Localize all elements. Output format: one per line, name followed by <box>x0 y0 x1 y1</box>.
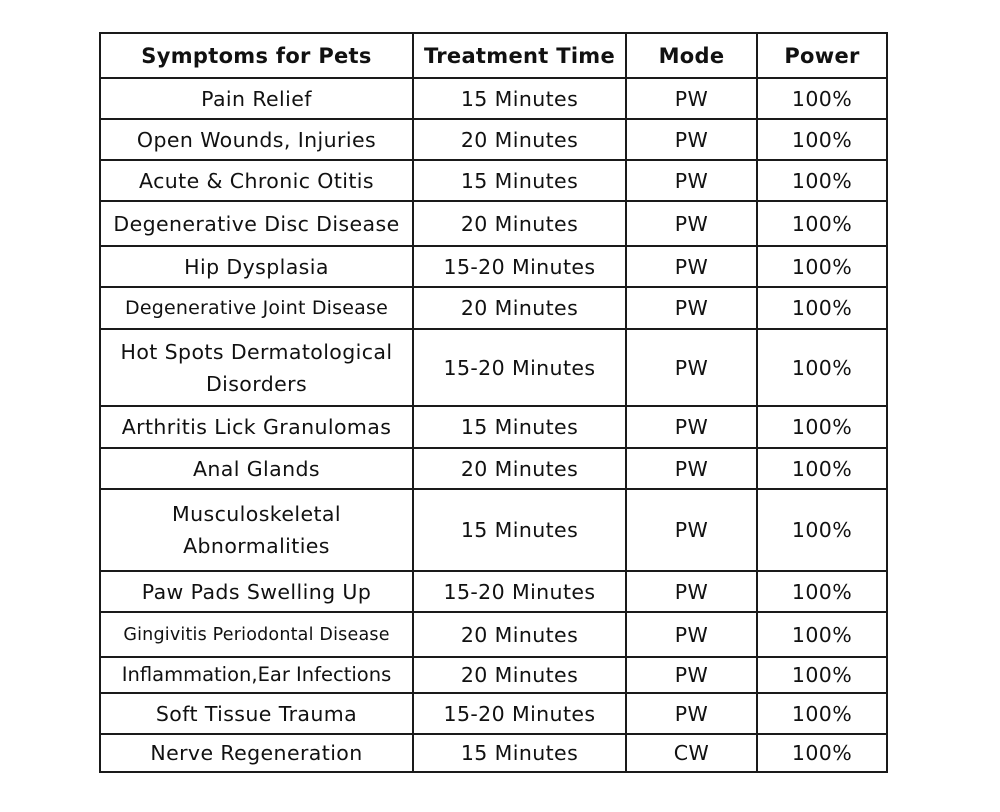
power-cell: 100% <box>757 329 887 406</box>
table-row <box>100 119 887 160</box>
treatment-time-cell: 20 Minutes <box>413 287 626 329</box>
header-row <box>100 33 887 78</box>
treatment-time-cell: 20 Minutes <box>413 612 626 657</box>
symptom-cell: Degenerative Joint Disease <box>100 287 413 329</box>
table-row <box>100 693 887 734</box>
symptom-cell: Gingivitis Periodontal Disease <box>100 612 413 657</box>
treatment-table <box>99 32 888 773</box>
power-cell: 100% <box>757 657 887 693</box>
table-header <box>100 33 887 78</box>
treatment-time-cell: 15-20 Minutes <box>413 246 626 287</box>
table-row <box>100 406 887 448</box>
symptom-cell: Paw Pads Swelling Up <box>100 571 413 612</box>
symptom-cell: Nerve Regeneration <box>100 734 413 772</box>
treatment-time-cell: 15 Minutes <box>413 160 626 201</box>
table-row <box>100 201 887 246</box>
table-row <box>100 329 887 406</box>
power-cell: 100% <box>757 734 887 772</box>
header-symptoms: Symptoms for Pets <box>100 33 413 78</box>
mode-cell: PW <box>626 571 757 612</box>
mode-cell: PW <box>626 78 757 119</box>
treatment-time-cell: 15 Minutes <box>413 489 626 571</box>
symptom-cell: Acute & Chronic Otitis <box>100 160 413 201</box>
table-row <box>100 612 887 657</box>
symptom-cell: Inflammation,Ear Infections <box>100 657 413 693</box>
symptom-cell: Degenerative Disc Disease <box>100 201 413 246</box>
treatment-time-cell: 15 Minutes <box>413 78 626 119</box>
treatment-time-cell: 20 Minutes <box>413 201 626 246</box>
symptom-cell: Anal Glands <box>100 448 413 489</box>
mode-cell: PW <box>626 489 757 571</box>
power-cell: 100% <box>757 246 887 287</box>
symptom-cell: Pain Relief <box>100 78 413 119</box>
treatment-time-cell: 15-20 Minutes <box>413 693 626 734</box>
mode-cell: PW <box>626 406 757 448</box>
table-row <box>100 287 887 329</box>
table-row <box>100 246 887 287</box>
mode-cell: PW <box>626 612 757 657</box>
table-row <box>100 489 887 571</box>
power-cell: 100% <box>757 160 887 201</box>
mode-cell: PW <box>626 201 757 246</box>
mode-cell: PW <box>626 160 757 201</box>
treatment-time-cell: 15 Minutes <box>413 734 626 772</box>
table-row <box>100 78 887 119</box>
table-body <box>100 78 887 772</box>
symptom-cell: Hip Dysplasia <box>100 246 413 287</box>
power-cell: 100% <box>757 571 887 612</box>
header-treatment-time: Treatment Time <box>413 33 626 78</box>
symptom-cell: Musculoskeletal Abnormalities <box>100 489 413 571</box>
treatment-time-cell: 20 Minutes <box>413 119 626 160</box>
treatment-time-cell: 20 Minutes <box>413 657 626 693</box>
mode-cell: PW <box>626 693 757 734</box>
table-row <box>100 657 887 693</box>
symptom-cell: Soft Tissue Trauma <box>100 693 413 734</box>
mode-cell: PW <box>626 448 757 489</box>
table-row <box>100 160 887 201</box>
table-row <box>100 734 887 772</box>
power-cell: 100% <box>757 119 887 160</box>
power-cell: 100% <box>757 612 887 657</box>
header-mode: Mode <box>626 33 757 78</box>
mode-cell: PW <box>626 246 757 287</box>
mode-cell: PW <box>626 287 757 329</box>
table-row <box>100 448 887 489</box>
symptom-cell: Arthritis Lick Granulomas <box>100 406 413 448</box>
mode-cell: PW <box>626 329 757 406</box>
table-row <box>100 571 887 612</box>
power-cell: 100% <box>757 489 887 571</box>
power-cell: 100% <box>757 78 887 119</box>
power-cell: 100% <box>757 406 887 448</box>
symptom-cell: Hot Spots Dermatological Disorders <box>100 329 413 406</box>
treatment-time-cell: 15 Minutes <box>413 406 626 448</box>
treatment-time-cell: 20 Minutes <box>413 448 626 489</box>
header-power: Power <box>757 33 887 78</box>
power-cell: 100% <box>757 693 887 734</box>
symptom-cell: Open Wounds, Injuries <box>100 119 413 160</box>
power-cell: 100% <box>757 448 887 489</box>
power-cell: 100% <box>757 287 887 329</box>
mode-cell: CW <box>626 734 757 772</box>
mode-cell: PW <box>626 657 757 693</box>
mode-cell: PW <box>626 119 757 160</box>
power-cell: 100% <box>757 201 887 246</box>
treatment-time-cell: 15-20 Minutes <box>413 571 626 612</box>
treatment-time-cell: 15-20 Minutes <box>413 329 626 406</box>
